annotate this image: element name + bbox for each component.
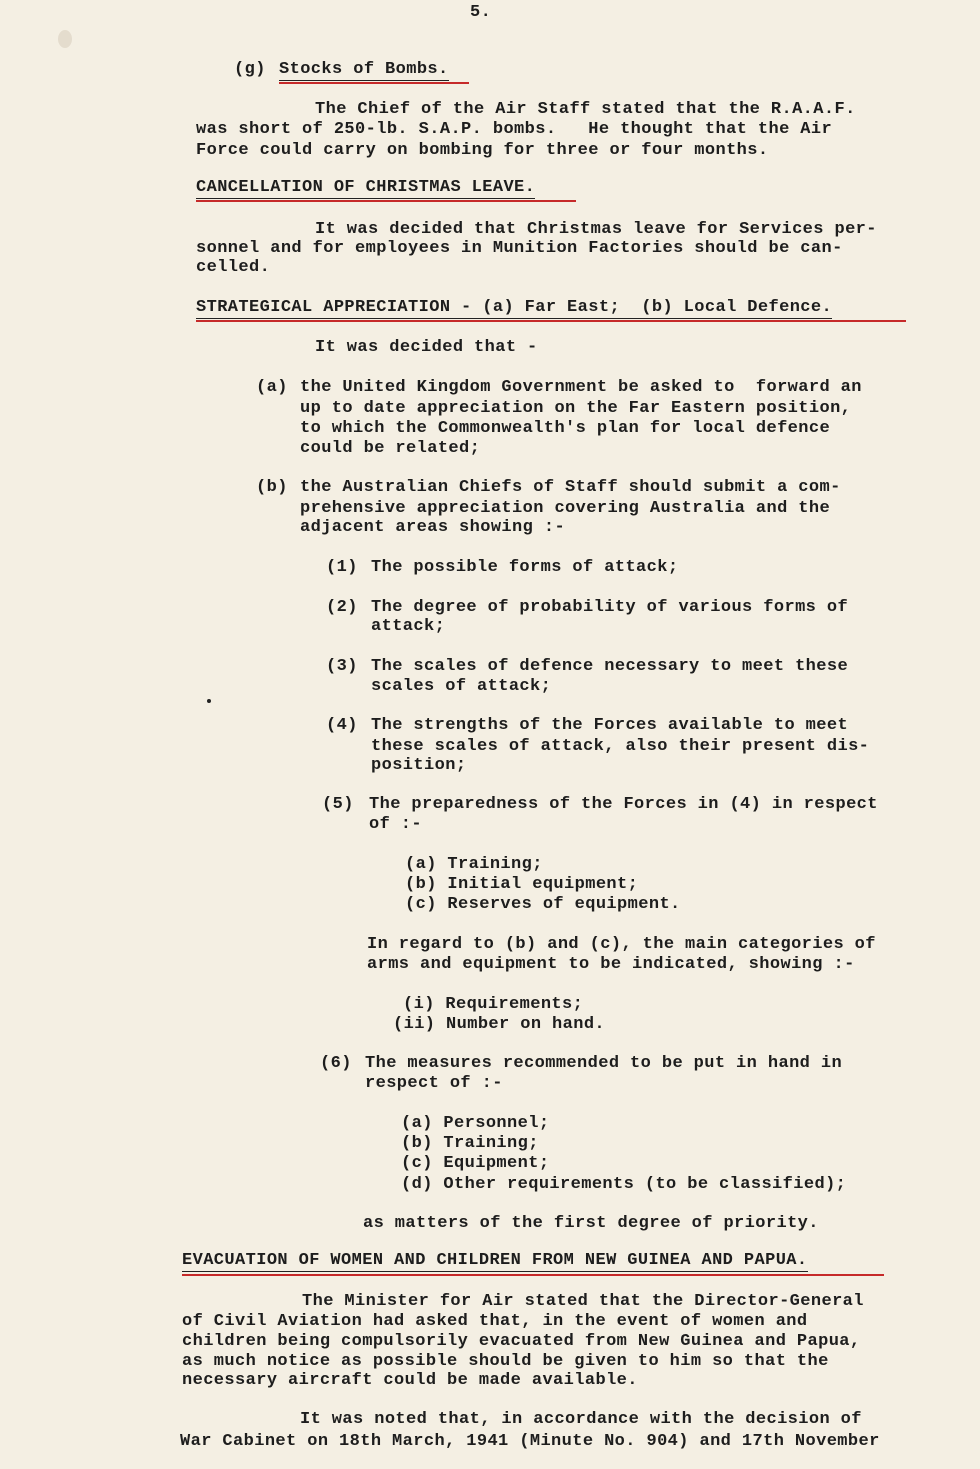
christmas-line-1: It was decided that Christmas leave for Services per- — [315, 220, 877, 239]
evac-p2-line-1: It was noted that, in accordance with the decision of — [300, 1410, 862, 1429]
item-1-label: (1) — [326, 558, 358, 577]
christmas-line-3: celled. — [196, 258, 271, 277]
evac-p2-line-2: War Cabinet on 18th March, 1941 (Minute No. 904) and 17th November — [180, 1432, 880, 1451]
strategic-heading-text: STRATEGICAL APPRECIATION - (a) Far East; (b) Local Defence. — [196, 298, 833, 317]
evac-p1-line-2: of Civil Aviation had asked that, in the event of women and — [182, 1312, 808, 1331]
strategic-closing: as matters of the first degree of priority. — [363, 1214, 819, 1233]
item-5-label: (5) — [322, 795, 354, 814]
item-4-line-1: The strengths of the Forces available to meet — [371, 716, 849, 735]
item-3-label: (3) — [326, 657, 358, 676]
regard-sub-ii: (ii) Number on hand. — [393, 1015, 606, 1034]
g-line-3: Force could carry on bombing for three or four months. — [196, 141, 769, 160]
evacuation-heading-text: EVACUATION OF WOMEN AND CHILDREN FROM NEW GUINEA AND PAPUA. — [182, 1251, 808, 1270]
item-5-sub-a: (a) Training; — [405, 855, 543, 874]
item-5-line-1: The preparedness of the Forces in (4) in respect — [369, 795, 878, 814]
item-2-label: (2) — [326, 598, 358, 617]
regard-line-1: In regard to (b) and (c), the main categories of — [367, 935, 876, 954]
section-g-heading — [279, 60, 449, 80]
item-a-line-2: up to date appreciation on the Far Eastern position, — [300, 399, 852, 418]
red-underline — [196, 200, 576, 202]
item-5-sub-b: (b) Initial equipment; — [405, 875, 639, 894]
item-6-sub-c: (c) Equipment; — [401, 1154, 550, 1173]
item-4-label: (4) — [326, 716, 358, 735]
evac-p1-line-4: as much notice as possible should be given to him so that the — [182, 1352, 829, 1371]
evac-p1-line-1: The Minister for Air stated that the Director-General — [302, 1292, 864, 1311]
paper-blemish — [58, 30, 72, 48]
item-1-line-1: The possible forms of attack; — [371, 558, 679, 577]
item-a-line-1: the United Kingdom Government be asked to forward an — [300, 378, 862, 397]
red-underline — [279, 82, 469, 84]
ink-dot — [207, 699, 211, 703]
item-5-line-2: of :- — [369, 815, 423, 834]
item-b-line-1: the Australian Chiefs of Staff should submit a com- — [300, 478, 841, 497]
page-number: 5. — [470, 3, 492, 22]
item-b-label: (b) — [256, 478, 288, 497]
item-2-line-1: The degree of probability of various forms of — [371, 598, 849, 617]
g-line-1: The Chief of the Air Staff stated that the R.A.A.F. — [315, 100, 856, 119]
regard-line-2: arms and equipment to be indicated, showing :- — [367, 955, 855, 974]
item-6-sub-d: (d) Other requirements (to be classified); — [401, 1175, 847, 1194]
regard-sub-i: (i) Requirements; — [403, 995, 584, 1014]
item-4-line-3: position; — [371, 756, 467, 775]
item-3-line-2: scales of attack; — [371, 677, 552, 696]
item-6-label: (6) — [320, 1054, 352, 1073]
section-g-label: (g) — [234, 60, 266, 79]
item-a-line-3: to which the Commonwealth's plan for local defence — [300, 419, 831, 438]
evacuation-heading — [182, 1251, 808, 1271]
item-5-sub-c: (c) Reserves of equipment. — [405, 895, 681, 914]
item-6-line-1: The measures recommended to be put in hand in — [365, 1054, 843, 1073]
red-underline — [196, 320, 906, 322]
item-6-sub-a: (a) Personnel; — [401, 1114, 550, 1133]
section-g-heading-text: Stocks of Bombs. — [279, 60, 449, 79]
item-a-line-4: could be related; — [300, 439, 481, 458]
item-2-line-2: attack; — [371, 617, 446, 636]
item-4-line-2: these scales of attack, also their present dis- — [371, 737, 870, 756]
item-6-sub-b: (b) Training; — [401, 1134, 539, 1153]
item-b-line-2: prehensive appreciation covering Australia and the — [300, 499, 831, 518]
item-3-line-1: The scales of defence necessary to meet these — [371, 657, 849, 676]
item-6-line-2: respect of :- — [365, 1074, 503, 1093]
evac-p1-line-3: children being compulsorily evacuated from New Guinea and Papua, — [182, 1332, 861, 1351]
item-a-label: (a) — [256, 378, 288, 397]
strategic-intro: It was decided that - — [315, 338, 538, 357]
item-b-line-3: adjacent areas showing :- — [300, 518, 566, 537]
red-underline — [182, 1274, 884, 1276]
christmas-heading-text: CANCELLATION OF CHRISTMAS LEAVE. — [196, 178, 536, 197]
christmas-heading — [196, 178, 535, 198]
g-line-2: was short of 250-lb. S.A.P. bombs. He thought that the Air — [196, 120, 833, 139]
evac-p1-line-5: necessary aircraft could be made available. — [182, 1371, 638, 1390]
christmas-line-2: sonnel and for employees in Munition Factories should be can- — [196, 239, 843, 258]
strategic-heading — [196, 298, 832, 318]
